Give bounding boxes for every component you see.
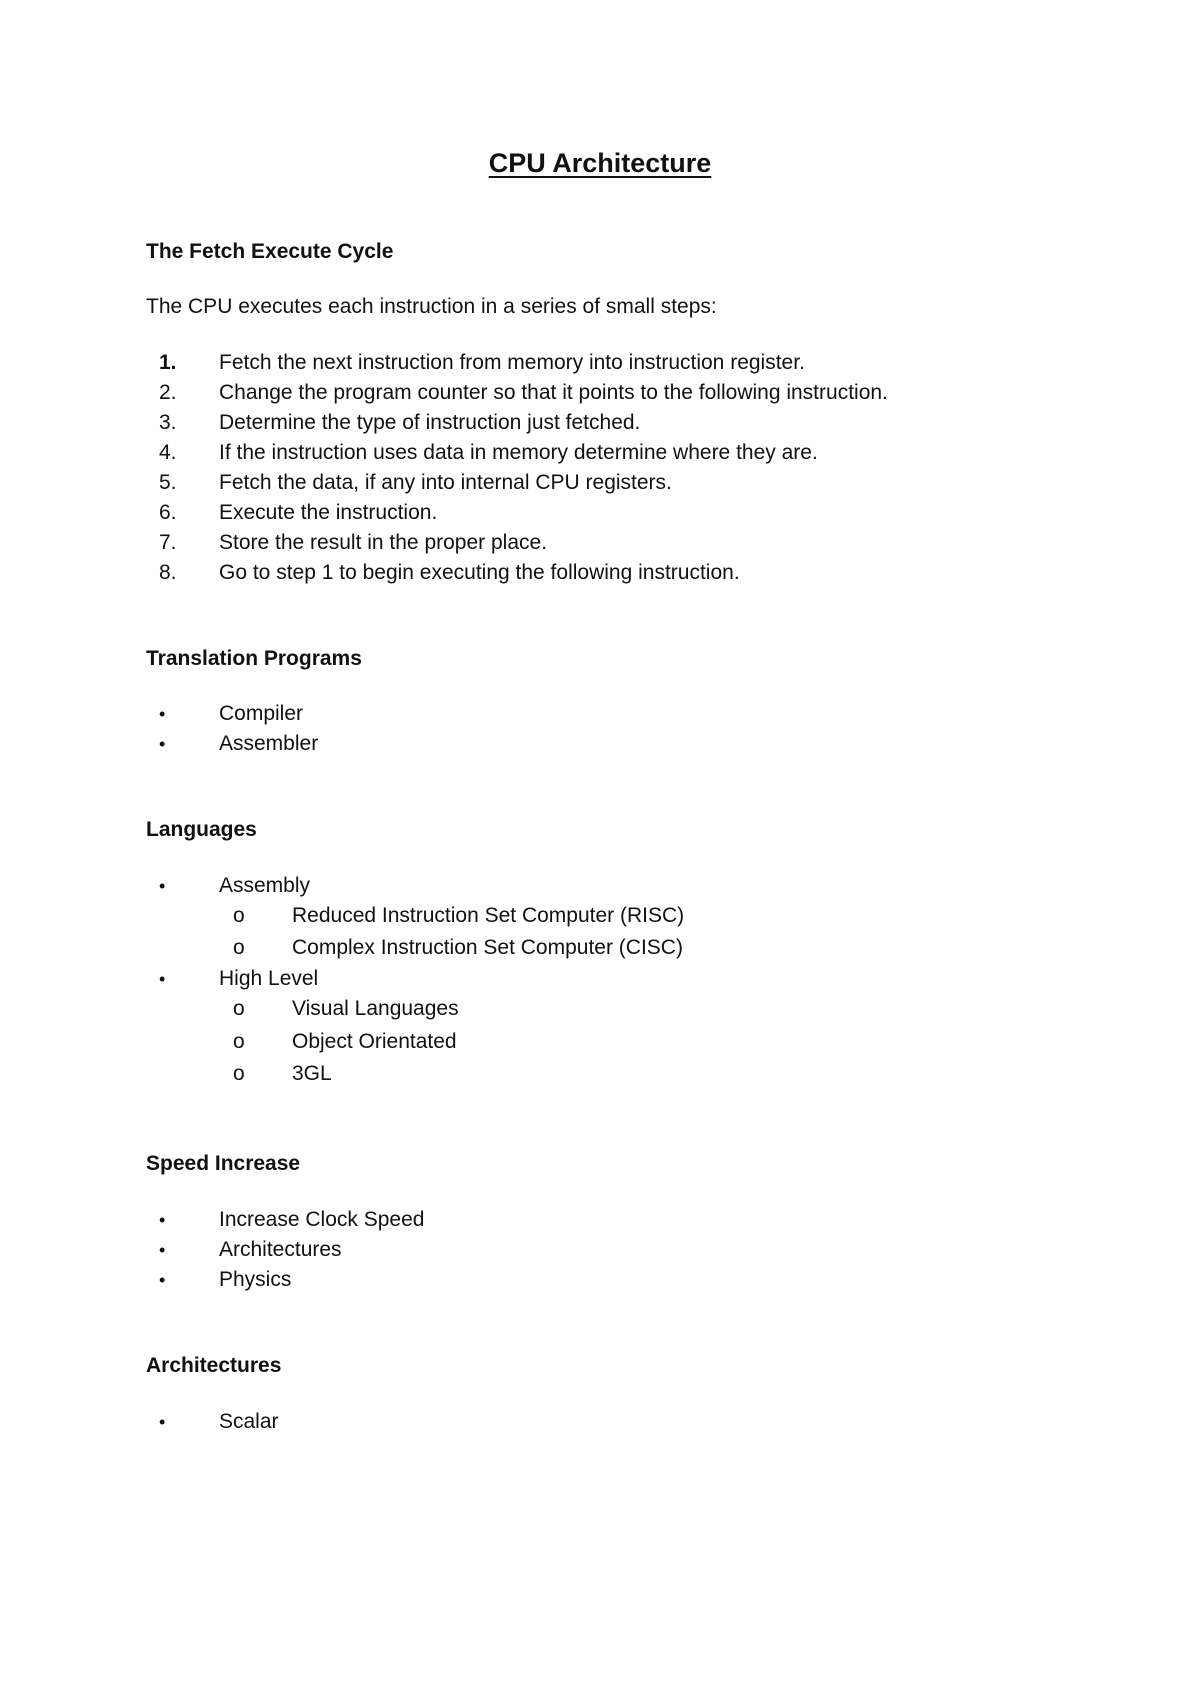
list-number: 2. — [159, 381, 177, 404]
bullet-icon: • — [159, 1412, 166, 1432]
bullet-icon: • — [159, 969, 166, 989]
list-item — [0, 351, 1200, 381]
bullet-icon: • — [159, 1240, 166, 1260]
section-heading-translation: Translation Programs — [146, 647, 362, 670]
list-item-text: Change the program counter so that it points to the following instruction. — [219, 381, 888, 404]
list-item — [0, 411, 1200, 441]
list-item — [0, 1410, 1200, 1440]
list-number: 4. — [159, 441, 177, 464]
sub-list-item — [0, 904, 1200, 934]
list-item — [0, 702, 1200, 732]
list-number: 7. — [159, 531, 177, 554]
list-item-text: If the instruction uses data in memory determine where they are. — [219, 441, 818, 464]
list-item — [0, 1208, 1200, 1238]
sub-list-item — [0, 1062, 1200, 1092]
list-item — [0, 874, 1200, 904]
sub-list-item-text: 3GL — [292, 1062, 332, 1085]
list-item — [0, 967, 1200, 997]
bullet-icon: • — [159, 1210, 166, 1230]
list-item — [0, 501, 1200, 531]
list-number: 3. — [159, 411, 177, 434]
sub-bullet-icon: o — [233, 1030, 245, 1053]
section-heading-speed: Speed Increase — [146, 1152, 301, 1175]
sub-bullet-icon: o — [233, 1062, 245, 1085]
bullet-icon: • — [159, 704, 166, 724]
list-item-text: Physics — [219, 1268, 292, 1291]
list-item — [0, 441, 1200, 471]
list-item-text: Compiler — [219, 702, 304, 725]
bullet-icon: • — [159, 876, 166, 896]
list-item — [0, 732, 1200, 762]
bullet-icon: • — [159, 734, 166, 754]
list-item-text: Fetch the next instruction from memory into instruction register. — [219, 351, 805, 374]
list-item — [0, 1238, 1200, 1268]
list-item-text: Store the result in the proper place. — [219, 531, 548, 554]
sub-list-item-text: Visual Languages — [292, 997, 459, 1020]
list-item-text: Determine the type of instruction just fetched. — [219, 411, 641, 434]
bullet-icon: • — [159, 1270, 166, 1290]
list-item-text: Assembler — [219, 732, 319, 755]
list-item-text: Scalar — [219, 1410, 279, 1433]
list-item — [0, 531, 1200, 561]
list-item-text: Increase Clock Speed — [219, 1208, 425, 1231]
sub-list-item-text: Reduced Instruction Set Computer (RISC) — [292, 904, 685, 927]
fetch-intro: The CPU executes each instruction in a series of small steps: — [146, 295, 717, 318]
sub-list-item-text: Object Orientated — [292, 1030, 457, 1053]
sub-bullet-icon: o — [233, 997, 245, 1020]
sub-bullet-icon: o — [233, 936, 245, 959]
list-number: 8. — [159, 561, 177, 584]
page-title: CPU Architecture — [488, 148, 712, 178]
list-item-text: High Level — [219, 967, 319, 990]
list-number: 6. — [159, 501, 177, 524]
list-item-text: Execute the instruction. — [219, 501, 438, 524]
list-item — [0, 561, 1200, 591]
list-item-text: Go to step 1 to begin executing the following instruction. — [219, 561, 740, 584]
section-heading-architectures: Architectures — [146, 1354, 282, 1377]
sub-bullet-icon: o — [233, 904, 245, 927]
list-item-text: Architectures — [219, 1238, 342, 1261]
list-number: 1. — [159, 351, 177, 374]
list-item — [0, 381, 1200, 411]
section-heading-languages: Languages — [146, 818, 257, 841]
list-item-text: Fetch the data, if any into internal CPU registers. — [219, 471, 672, 494]
list-item-text: Assembly — [219, 874, 311, 897]
sub-list-item — [0, 936, 1200, 966]
sub-list-item — [0, 1030, 1200, 1060]
section-heading-fetch: The Fetch Execute Cycle — [146, 240, 394, 263]
list-number: 5. — [159, 471, 177, 494]
sub-list-item-text: Complex Instruction Set Computer (CISC) — [292, 936, 683, 959]
list-item — [0, 471, 1200, 501]
sub-list-item — [0, 997, 1200, 1027]
list-item — [0, 1268, 1200, 1298]
